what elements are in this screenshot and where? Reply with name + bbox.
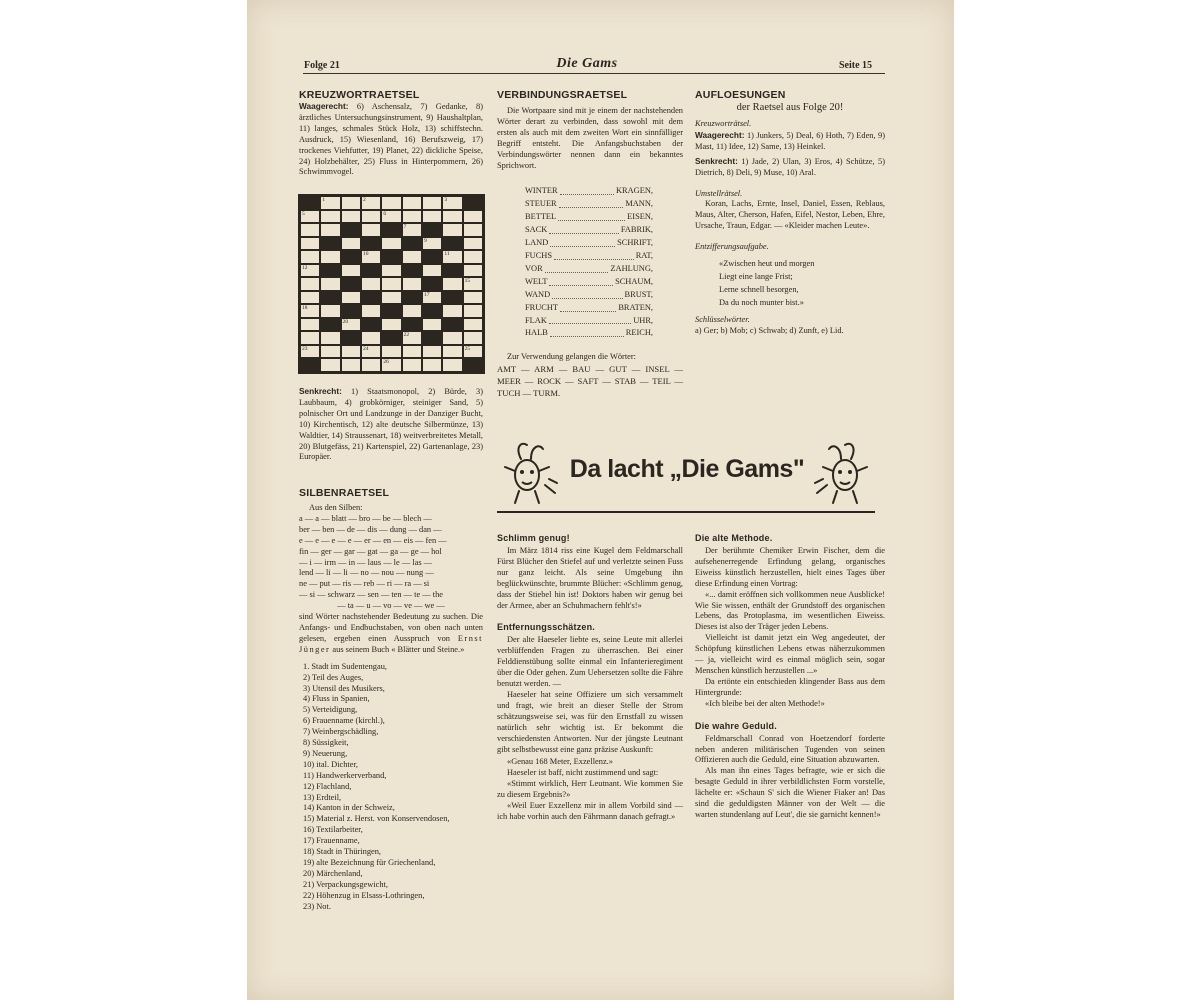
paragraph: Feldmarschall Conrad von Hoetzendorf forderte neben anderen militärischen Tugenden von seinen Offizieren auch die Geduld, eine Situation abzuwarten. [695, 733, 885, 765]
crossword-number: 9 [424, 237, 427, 244]
crossword-cell [300, 291, 320, 305]
crossword-number: 1 [322, 197, 326, 203]
crossword-cell [341, 237, 361, 251]
silben-clue: 12) Flachland, [303, 781, 352, 791]
crossword-cell [402, 210, 422, 224]
crossword-cell [361, 210, 381, 224]
word-pair: VOR ZAHLUNG, [525, 263, 653, 273]
crossword-cell [422, 358, 442, 372]
crossword-cell [422, 237, 442, 251]
crossword-cell [361, 358, 381, 372]
crossword-cell [442, 331, 462, 345]
crossword-cell [300, 210, 320, 224]
silben-clue: 16) Textilarbeiter, [303, 825, 363, 835]
crossword-black-cell [381, 250, 401, 264]
crossword-cell [320, 210, 340, 224]
crossword-number: 3 [444, 197, 448, 203]
word-pair: WAND BRUST, [525, 289, 653, 299]
crossword-black-cell [402, 237, 422, 251]
silben-clue: 19) alte Bezeichnung für Griechenland, [303, 858, 436, 867]
crossword-cell [463, 318, 483, 332]
crossword-black-cell [341, 250, 361, 264]
word-pair: FLAK UHR, [525, 315, 653, 325]
crossword-cell [300, 304, 320, 318]
crossword-black-cell [422, 331, 442, 345]
crossword-black-cell [320, 237, 340, 251]
silben-clue: 13) Erdteil, [303, 792, 342, 802]
crossword-cell [361, 345, 381, 359]
crossword-number: 23 [302, 345, 308, 352]
crossword-cell [381, 196, 401, 210]
word-pair: BETTEL EISEN, [525, 212, 653, 222]
crossword-cell [300, 345, 320, 359]
crossword-black-cell [361, 318, 381, 332]
crossword-number: 15 [464, 278, 471, 285]
crossword-cell [381, 264, 401, 278]
banner-rule [497, 511, 875, 513]
magazine-title: Die Gams [556, 56, 618, 71]
crossword-number: 25 [464, 345, 471, 352]
crossword-cell [442, 196, 462, 210]
word-pair: STEUER MANN, [525, 199, 653, 209]
crossword-number: 6 [383, 210, 387, 217]
crossword-cell [341, 210, 361, 224]
poem-line: Liegt eine lange Frist; [719, 272, 793, 282]
word-pair: FRUCHT BRATEN, [525, 302, 653, 312]
silben-clue: 10) ital. Dichter, [303, 759, 359, 769]
crossword-black-cell [422, 223, 442, 237]
crossword-black-cell [422, 277, 442, 291]
crossword-cell [402, 223, 422, 237]
crossword-black-cell [361, 237, 381, 251]
crossword-cell [320, 277, 340, 291]
crossword-number: 7 [403, 224, 407, 231]
kreuz-solution-head: Kreuzworträtsel. [695, 119, 752, 128]
entfernung-title: Entfernungsschätzen. [497, 622, 596, 633]
paragraph: Haeseler ist baff, nicht zustimmend und sagt: [507, 768, 659, 778]
paragraph: «Stimmt wirklich, Herr Leutnant. Wie kommen Sie zu diesem Ergebnis?» [497, 779, 683, 800]
crossword-cell [402, 304, 422, 318]
crossword-cell [422, 196, 442, 210]
kreuz-solution-senk: 1) Jade, 2) Ulan, 3) Eros, 4) Schütze, 5) Dietrich, 8) Deli, 9) Muse, 10) Aral. [695, 156, 886, 177]
silben-author: Ernst Jünger [299, 633, 483, 654]
crossword-black-cell [341, 331, 361, 345]
silben-clue: 21) Verpackungsgewicht, [303, 879, 388, 889]
crossword-cell [442, 210, 462, 224]
crossword-cell [442, 345, 462, 359]
crossword-cell [381, 358, 401, 372]
crossword-cell [341, 318, 361, 332]
silben-clue: 22) Höhenzug in Elsass-Lothringen, [303, 890, 425, 900]
silben-syllables [299, 514, 483, 612]
schluessel-text: a) Ger; b) Mob; c) Schwab; d) Zunft, e) Lid. [695, 325, 844, 335]
silben-clue: 14) Kanton in der Schweiz, [303, 803, 395, 813]
crossword-black-cell [442, 264, 462, 278]
crossword-cell [381, 277, 401, 291]
crossword-cell [300, 264, 320, 278]
paragraph: Haeseler hat seine Offiziere um sich versammelt und fragt, wie breit an dieser Stelle der Strom schätzungsweise sei, was für den Ernstfall zu wissen natürlich sehr wichtig ist. Er bekommt die verschiedensten Antworten. Nur der jüngste Leutnant gibt selbstbewusst eine ganz präzise Auskunft: [497, 689, 683, 754]
crossword-cell [381, 291, 401, 305]
silben-clue: 23) Not. [303, 901, 331, 911]
crossword-cell [422, 291, 442, 305]
silben-clue: 17) Frauenname, [303, 836, 360, 846]
poem-line: Lerne schnell besorgen, [719, 285, 799, 295]
kreuz-solution-waag-label: Waagerecht: [695, 129, 745, 140]
silben-text-after: aus seinem Buch « Blätter und Steine.» [330, 644, 465, 654]
silben-clue: 9) Neuerung, [303, 748, 348, 758]
crossword-black-cell [341, 304, 361, 318]
kreuz-solution-waag: 1) Junkers, 5) Deal, 6) Hoth, 7) Eden, 9) Mast, 11) Idee, 12) Same, 13) Heinkel. [695, 130, 885, 151]
syllable-line: ber — ben — de — dis — dung — dan — [299, 524, 442, 534]
humor-banner [497, 435, 875, 513]
silben-clue: 6) Frauenname (kirchl.), [303, 716, 385, 726]
paragraph: Vielleicht ist damit jetzt ein Weg angedeutet, der Schöpfung künstlichen Lebens etwas näherzukommen — ja, vielleicht wird es einmal möglich sein, sogar Menschen künstlich herzustellen ...» [695, 633, 885, 675]
crossword-cell [300, 250, 320, 264]
crossword-cell [300, 318, 320, 332]
aufloesungen-subtitle: der Raetsel aus Folge 20! [736, 102, 844, 113]
kreuzwort-senk-text: 1) Staatsmonopol, 2) Bürde, 3) Laubbaum, 4) grobkörniger, steiniger Sand, 5) polnischer Ort und Landzunge in der Danziger Bucht, 10) Kirchentisch, 12) alte deutsche Silbermünze, 13) Waldtier, 14) Straussenart, 18) weitverbreitetes Metall, 20) Blutgefäss, 21) Kartenspiel, 22) Gartenanlage, 23) Europäer. [299, 387, 484, 462]
syllable-line: ne — put — ris — reb — ri — ra — si [299, 579, 430, 589]
crossword-cell [361, 196, 381, 210]
poem-line: Da du noch munter bist.» [719, 298, 804, 308]
crossword-cell [402, 250, 422, 264]
paragraph: «Weil Euer Exzellenz mir in allem Vorbild sind — ich habe vorhin auch den Fährmann danach gefragt.» [497, 801, 683, 821]
paragraph: Als man ihn eines Tages befragte, wie er sich die besagte Geduld in ihrer verbildlichsten Form vorstelle, lächelte er: «Schaun S' sich die Wiener Fiaker an! Das sind die geduldigsten Männer von der Welt — die warten stundenlang auf Leut', die sie garnicht kennen!» [695, 766, 885, 819]
geduld-title: Die wahre Geduld. [695, 720, 777, 731]
crossword-cell [320, 196, 340, 210]
syllable-line: — si — schwarz — sen — ten — te — the [299, 590, 443, 600]
crossword-cell [300, 331, 320, 345]
crossword-cell [320, 358, 340, 372]
crossword-black-cell [361, 264, 381, 278]
word-pair: SACK FABRIK, [525, 225, 653, 235]
verbindung-intro: Die Wortpaare sind mit je einem der nachstehenden Wörter derart zu verbinden, dass sowohl mit dem ersten als auch mit dem zweiten Wort ein sinnfälliger Begriff entsteht. Die Anfangsbuchstaben der Verbindungswörter nennen dann ein bekanntes Sprichwort. [497, 106, 683, 170]
crossword-number: 11 [444, 251, 450, 258]
verbindung-use-intro: Zur Verwendung gelangen die Wörter: [507, 352, 636, 362]
crossword-cell [320, 331, 340, 345]
syllable-line: — i — irm — in — laus — le — las — [299, 557, 433, 567]
crossword-cell [422, 264, 442, 278]
crossword-black-cell [402, 318, 422, 332]
crossword-number: 10 [363, 251, 369, 258]
silben-clue: 11) Handwerkerverband, [303, 770, 387, 780]
schlimm-text: Im März 1814 riss eine Kugel dem Feldmarschall Fürst Blücher den Stiefel auf und verletzte seinen Fuss nur ganz leicht. Als seine Umgebung ihn beglückwünschte, brummte Blücher: «Schlimm genug, dass der Stiebel hin ist! Doktors haben wir genug bei der Armee, aber an Schuhmachern fehlt's!» [497, 546, 683, 610]
crossword-cell [381, 210, 401, 224]
crossword-cell [422, 345, 442, 359]
crossword-black-cell [381, 331, 401, 345]
word-pair: WINTER KRAGEN, [525, 186, 653, 196]
crossword-cell [463, 345, 483, 359]
silben-clue: 5) Verteidigung, [303, 705, 358, 715]
crossword-black-cell [442, 237, 462, 251]
word-pair: WELT SCHAUM, [525, 276, 653, 286]
crossword-black-cell [341, 223, 361, 237]
crossword-cell [442, 277, 462, 291]
kreuzwort-senk-label: Senkrecht: [299, 386, 342, 396]
crossword-cell [341, 264, 361, 278]
crossword-cell [442, 304, 462, 318]
umstell-text: Koran, Lachs, Ernte, Insel, Daniel, Essen, Reblaus, Maus, Alter, Cherson, Hafen, Eifel, Nestor, Leben, Ehre, Ursache, Traun, Edgar. — «Kleider machen Leute». [695, 199, 885, 231]
crossword-cell [422, 210, 442, 224]
crossword-grid [298, 194, 485, 374]
crossword-cell [320, 223, 340, 237]
crossword-number: 2 [363, 197, 366, 203]
crossword-cell [381, 318, 401, 332]
crossword-number: 22 [403, 332, 410, 339]
verbindung-title: VERBINDUNGSRAETSEL [497, 89, 628, 101]
crossword-cell [402, 358, 422, 372]
paragraph: «... damit eröffnen sich vollkommen neue Ausblicke! Wie Sie wissen, enthält der Grundstoff des organischen Lebens, das Protoplasma, im wesentlichen Eiweiss. Dieses ist also der Träger jeden Lebens. [695, 589, 885, 632]
silben-clue: 18) Stadt in Thüringen, [303, 847, 382, 857]
silben-clue: 3) Utensil des Musikers, [303, 683, 385, 693]
word-pair: FUCHS RAT, [525, 250, 653, 260]
crossword-cell [381, 345, 401, 359]
crossword-black-cell [402, 264, 422, 278]
crossword-cell [341, 345, 361, 359]
crossword-cell [361, 250, 381, 264]
crossword-number: 24 [363, 345, 369, 352]
crossword-cell [402, 345, 422, 359]
crossword-cell [361, 304, 381, 318]
crossword-cell [381, 237, 401, 251]
kreuz-solution-senk-label: Senkrecht: [695, 155, 738, 166]
crossword-black-cell [442, 318, 462, 332]
crossword-cell [442, 358, 462, 372]
silben-clue: 7) Weinbergschädling, [303, 727, 379, 737]
crossword-cell [402, 277, 422, 291]
page-number: Seite 15 [839, 60, 873, 71]
methode-title: Die alte Methode. [695, 533, 773, 543]
paragraph: Da ertönte ein entschieden klingender Bass aus dem Hintergrunde: [695, 676, 885, 697]
umstell-head: Umstellrätsel. [695, 188, 743, 198]
crossword-cell [463, 223, 483, 237]
paragraph: Der alte Haeseler liebte es, seine Leute mit allerlei verblüffenden Fragen zu überraschen. Bei einer Felddienstübung sollte einmal ein Infanterieregiment über die Oder gehen. Zum Uebersetzen sollte die Fähre benutzt werden. — [497, 635, 683, 689]
crossword-cell [341, 358, 361, 372]
crossword-cell [442, 250, 462, 264]
crossword-black-cell [381, 304, 401, 318]
crossword-number: 26 [383, 359, 389, 366]
kreuzwort-section [299, 89, 483, 178]
crossword-black-cell [361, 291, 381, 305]
entz-poem [719, 257, 885, 309]
silben-clue: 2) Teil des Auges, [303, 672, 364, 682]
chamois-right-icon [813, 439, 875, 505]
crossword-cell [320, 250, 340, 264]
verbindung-words: AMT — ARM — BAU — GUT — INSEL — MEER — ROCK — SAFT — STAB — TEIL — TUCH — TURM. [497, 364, 683, 399]
syllable-line: e — e — e — e — er — en — eis — fen — [299, 535, 447, 545]
crossword-cell [402, 196, 422, 210]
crossword-cell [463, 210, 483, 224]
crossword-cell [402, 331, 422, 345]
header-rule [303, 73, 885, 74]
paragraph: Der berühmte Chemiker Erwin Fischer, dem die aufsehenerregende Erfindung gelang, organisches Eiweiss künstlich herzustellen, hielt eines Tages über diese Erfindung einen Vortrag: [695, 546, 885, 588]
kreuzwort-title: KREUZWORTRAETSEL [299, 89, 420, 101]
crossword-black-cell [422, 250, 442, 264]
entfernung-text [497, 635, 683, 822]
banner-title: Da lacht „Die Gams" [569, 455, 805, 483]
crossword-cell [463, 304, 483, 318]
crossword-number: 12 [302, 264, 308, 271]
crossword-number: 20 [342, 318, 349, 325]
methode-section [695, 533, 885, 821]
crossword-cell [463, 264, 483, 278]
crossword-black-cell [341, 277, 361, 291]
verbindung-section [497, 89, 683, 399]
crossword-black-cell [320, 264, 340, 278]
silben-title: SILBENRAETSEL [299, 487, 390, 499]
crossword-number: 5 [302, 210, 305, 217]
verbindung-pairs [525, 185, 653, 340]
paragraph: «Ich bleibe bei der alten Methode!» [705, 698, 825, 708]
syllable-line: — ta — u — vo — ve — we — [337, 601, 445, 611]
crossword-cell [463, 331, 483, 345]
crossword-black-cell [381, 223, 401, 237]
silben-clue-list [303, 662, 483, 913]
schlimm-section [497, 533, 683, 823]
crossword-black-cell [422, 304, 442, 318]
crossword-cell [463, 237, 483, 251]
schlimm-title: Schlimm genug! [497, 533, 570, 543]
crossword-cell [463, 291, 483, 305]
kreuzwort-senk [299, 386, 483, 463]
crossword-cell [320, 304, 340, 318]
silben-clue: 1. Stadt im Sudentengau, [303, 661, 387, 671]
silben-clue: 20) Märchenland, [303, 868, 363, 878]
silben-section [299, 487, 483, 913]
syllable-line: a — a — blatt — bro — be — blech — [299, 513, 432, 523]
crossword-cell [361, 277, 381, 291]
crossword-cell [300, 223, 320, 237]
crossword-cell [463, 277, 483, 291]
crossword-black-cell [442, 291, 462, 305]
silben-clue: 4) Fluss in Spanien, [303, 694, 370, 704]
crossword-cell [320, 345, 340, 359]
silben-clue: 8) Süssigkeit, [303, 738, 349, 748]
silben-clue: 15) Material z. Herst. von Konservendosen, [303, 814, 450, 824]
methode-text [695, 546, 885, 710]
crossword-cell [422, 318, 442, 332]
crossword-cell [341, 196, 361, 210]
crossword-number: 17 [424, 291, 430, 298]
paragraph: «Genau 168 Meter, Exzellenz.» [507, 757, 613, 767]
crossword-cell [463, 250, 483, 264]
crossword-cell [442, 223, 462, 237]
crossword-black-cell [320, 291, 340, 305]
entz-head: Entzifferungsaufgabe. [695, 242, 769, 252]
kreuzwort-waag-label: Waagerecht: [299, 101, 349, 111]
syllable-line: lend — li — li — no — nou — nung — [299, 568, 434, 578]
kreuzwort-waag-text: 6) Aschensalz, 7) Gedanke, 8) ärztliches Untersuchungsinstrument, 9) Haushaltplan, 11) langes, schmales Stück Holz, 13) schiffstechn. Ausdruck, 15) Wiesenland, 16) Berufszweig, 17) trockenes Viehfutter, 19) Planet, 22) dickliche Speise, 24) Holzbehälter, 25) Fluss in Hinterpommern, 26) Schwimmvogel. [299, 102, 483, 177]
crossword-cell [361, 223, 381, 237]
chamois-left-icon [497, 439, 559, 505]
silben-intro: Aus den Silben: [309, 503, 363, 512]
crossword-cell [361, 331, 381, 345]
word-pair: LAND SCHRIFT, [525, 238, 653, 248]
geduld-text [695, 734, 885, 821]
poem-line: «Zwischen heut und morgen [719, 259, 815, 269]
crossword-number: 18 [302, 305, 308, 312]
crossword-cell [300, 277, 320, 291]
silben-text-before: sind Wörter nachstehender Bedeutung zu suchen. Die Anfangs- und Endbuchstaben, von oben nach unten gelesen, ergeben einen Ausspruch von [299, 612, 483, 643]
word-pair: HALB REICH, [525, 328, 653, 338]
crossword-cell [341, 291, 361, 305]
crossword-cell [300, 237, 320, 251]
schluessel-head: Schlüsselwörter. [695, 315, 750, 325]
aufloesungen-title: AUFLOESUNGEN [695, 89, 786, 101]
folge-number: Folge 21 [304, 60, 340, 71]
crossword-black-cell [320, 318, 340, 332]
syllable-line: fin — ger — gar — gat — ga — ge — hol [299, 546, 442, 556]
crossword-black-cell [402, 291, 422, 305]
aufloesungen-section [695, 89, 885, 337]
